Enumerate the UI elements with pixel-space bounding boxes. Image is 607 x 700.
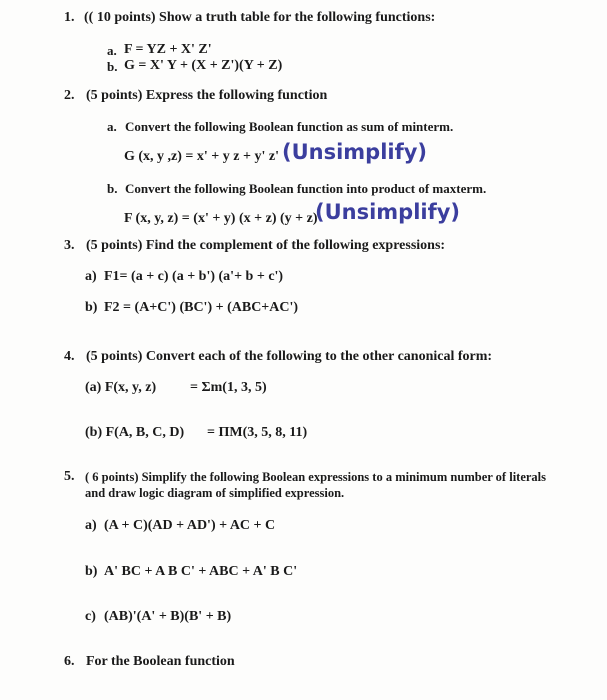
q2-text: (5 points) Express the following function bbox=[86, 88, 328, 103]
q4-b-label: (b) F(A, B, C, D) bbox=[85, 425, 185, 440]
q4-a-label: (a) F(x, y, z) bbox=[85, 380, 157, 395]
q5-c-label: c) bbox=[85, 609, 96, 624]
q1-b-label: b. bbox=[107, 59, 118, 74]
q4-text: (5 points) Convert each of the following to the other canonical form: bbox=[86, 349, 493, 364]
q2-a-expression: G (x, y ,z) = x' + y z + y' z' bbox=[124, 149, 279, 164]
q3-number: 3. bbox=[64, 238, 75, 253]
q5-a-expression: (A + C)(AD + AD') + AC + C bbox=[104, 518, 276, 533]
q4-number: 4. bbox=[64, 349, 75, 364]
q2-a-label: a. bbox=[107, 119, 117, 134]
q6-number: 6. bbox=[64, 654, 75, 669]
q1-number: 1. bbox=[64, 10, 75, 25]
q5-c-expression: (AB)'(A' + B)(B' + B) bbox=[104, 609, 232, 624]
q2-b-text: Convert the following Boolean function into product of maxterm. bbox=[125, 181, 487, 196]
q1-text: (( 10 points) Show a truth table for the following functions: bbox=[84, 10, 436, 25]
q3-b-expression: F2 = (A+C') (BC') + (ABC+AC') bbox=[104, 300, 299, 315]
q2-number: 2. bbox=[64, 88, 75, 103]
q5-a-label: a) bbox=[85, 518, 97, 533]
q5-text-line1: ( 6 points) Simplify the following Boolean expressions to a minimum number of literals bbox=[85, 470, 547, 484]
q1-a-label: a. bbox=[107, 43, 117, 58]
q2-a-handwritten-note: (Unsimplify) bbox=[282, 140, 428, 164]
q3-b-label: b) bbox=[85, 300, 98, 315]
q5-text-line2: and draw logic diagram of simplified expression. bbox=[85, 486, 345, 500]
q5-number: 5. bbox=[64, 469, 75, 484]
q2-a-text: Convert the following Boolean function as sum of minterm. bbox=[125, 119, 454, 134]
q4-b-expression: = ΠM(3, 5, 8, 11) bbox=[207, 425, 308, 440]
q6-text: For the Boolean function bbox=[86, 654, 235, 669]
q1-a-expression: F = YZ + X' Z' bbox=[124, 42, 212, 57]
q2-b-expression: F (x, y, z) = (x' + y) (x + z) (y + z) bbox=[124, 211, 318, 226]
q3-a-label: a) bbox=[85, 269, 97, 284]
q5-b-expression: A' BC + A B C' + ABC + A' B C' bbox=[104, 564, 298, 579]
q3-a-expression: F1= (a + c) (a + b') (a'+ b + c') bbox=[104, 269, 284, 284]
q3-text: (5 points) Find the complement of the following expressions: bbox=[86, 238, 446, 253]
q5-b-label: b) bbox=[85, 564, 98, 579]
q1-b-expression: G = X' Y + (X + Z')(Y + Z) bbox=[124, 58, 283, 73]
q4-a-expression: = Σm(1, 3, 5) bbox=[190, 380, 267, 395]
q2-b-label: b. bbox=[107, 181, 118, 196]
q2-b-handwritten-note: (Unsimplify) bbox=[315, 200, 461, 224]
